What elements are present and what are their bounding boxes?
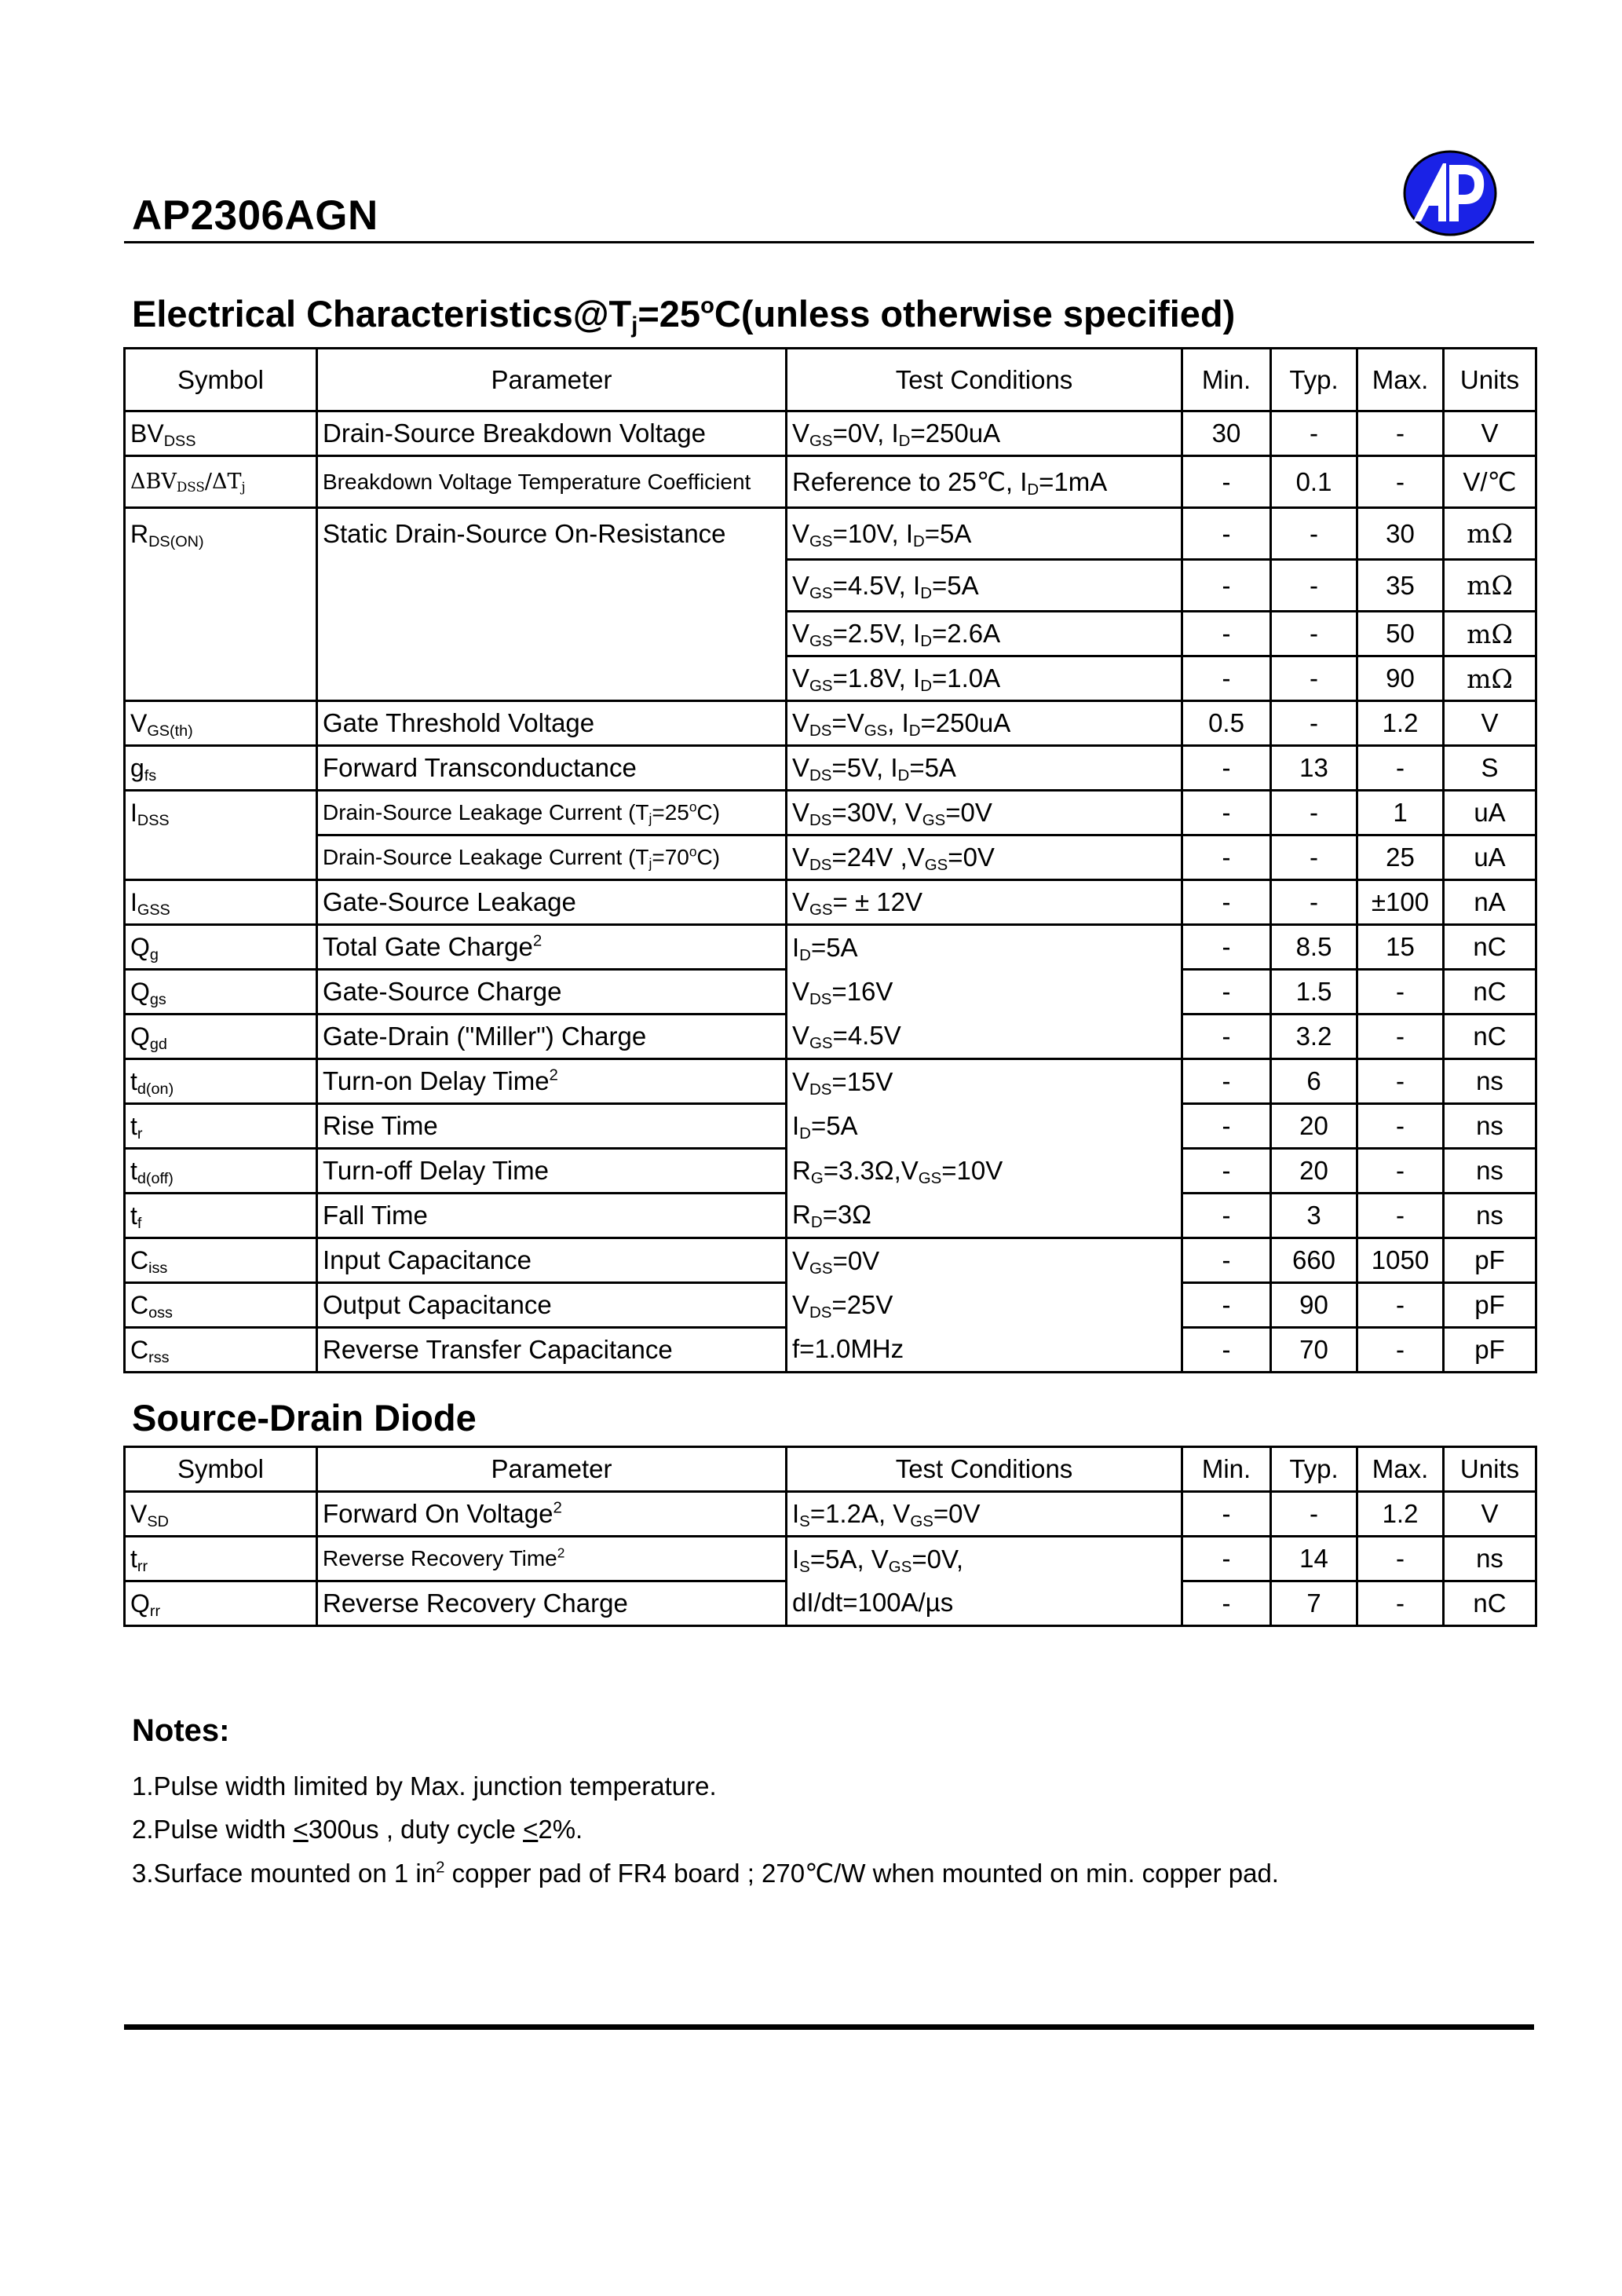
parameter-cell: Gate Threshold Voltage	[317, 701, 787, 746]
typ-cell: 13	[1271, 746, 1357, 791]
symbol-cell: $I_{GSS}$	[125, 880, 317, 925]
max-cell: 50	[1357, 612, 1444, 656]
typ-cell: -	[1271, 560, 1357, 612]
parameter-cell	[317, 656, 787, 701]
table-row	[125, 701, 1536, 746]
condition-cell: $R_G=3.3\Omega,V_{GS}=10V$	[787, 1149, 1182, 1194]
table-row	[125, 1283, 1536, 1328]
symbol-cell: $V_{GS(th)}$	[125, 701, 317, 746]
parameter-cell: Fall Time	[317, 1194, 787, 1238]
max-cell: -	[1357, 1104, 1444, 1149]
condition-cell: f=1.0MHz	[787, 1328, 1182, 1373]
part-number: AP2306AGN	[132, 192, 378, 239]
table-row	[125, 456, 1536, 508]
table-row	[125, 656, 1536, 701]
condition-cell: $I_D=5A$	[787, 1104, 1182, 1149]
unit-cell: nC	[1444, 1015, 1536, 1059]
min-cell: -	[1182, 746, 1271, 791]
condition-cell: $V_{GS}=0V$	[787, 1238, 1182, 1283]
min-cell: -	[1182, 1104, 1271, 1149]
table-row	[125, 1104, 1536, 1149]
symbol-cell: $Q_{gd}$	[125, 1015, 317, 1059]
min-cell: -	[1182, 880, 1271, 925]
max-cell: -	[1357, 411, 1444, 456]
parameter-cell	[317, 612, 787, 656]
symbol-cell	[125, 835, 317, 880]
note-2: 2.Pulse width <300us , duty cycle <2%.	[132, 1815, 583, 1844]
min-cell: -	[1182, 970, 1271, 1015]
parameter-cell: Drain-Source Breakdown Voltage	[317, 411, 787, 456]
unit-cell: nA	[1444, 880, 1536, 925]
electrical-characteristics-title: Electrical $Characteristics@T_j=25^oC(unless$ otherwise specified)	[132, 293, 1236, 338]
typ-cell: 6	[1271, 1059, 1357, 1104]
max-cell: -	[1357, 1015, 1444, 1059]
max-cell: -	[1357, 1149, 1444, 1194]
max-cell: ±100	[1357, 880, 1444, 925]
table-row	[125, 880, 1536, 925]
condition-cell: $V_{DS}=16V$	[787, 970, 1182, 1015]
unit-cell: pF	[1444, 1283, 1536, 1328]
electrical-characteristics-table	[123, 347, 1537, 1373]
unit-cell: mΩ	[1444, 508, 1536, 560]
table-row	[125, 1537, 1536, 1581]
col-test-conditions: Test Conditions	[787, 349, 1182, 411]
symbol-cell: $Q_{rr}$	[125, 1581, 317, 1626]
table-row	[125, 1149, 1536, 1194]
col-min: Min.	[1182, 1447, 1271, 1492]
unit-cell: nC	[1444, 970, 1536, 1015]
max-cell: -	[1357, 1059, 1444, 1104]
min-cell: -	[1182, 1581, 1271, 1626]
condition-cell: $V_{DS}=15V$	[787, 1059, 1182, 1104]
col-parameter: Parameter	[317, 1447, 787, 1492]
col-max: Max.	[1357, 349, 1444, 411]
table-row	[125, 508, 1536, 560]
unit-cell: V/℃	[1444, 456, 1536, 508]
min-cell: -	[1182, 508, 1271, 560]
parameter-cell: Turn-off Delay Time	[317, 1149, 787, 1194]
table-row	[125, 1238, 1536, 1283]
parameter-cell: Drain-Source Leakage Current $(T_j=70^oC)$	[317, 835, 787, 880]
typ-cell: 14	[1271, 1537, 1357, 1581]
col-symbol: Symbol	[125, 1447, 317, 1492]
parameter-cell: Input Capacitance	[317, 1238, 787, 1283]
condition-cell: $R_D=3\Omega$	[787, 1194, 1182, 1238]
typ-cell: 3	[1271, 1194, 1357, 1238]
parameter-cell: Output Capacitance	[317, 1283, 787, 1328]
min-cell: -	[1182, 1238, 1271, 1283]
unit-cell: ns	[1444, 1537, 1536, 1581]
condition-cell: $V_{DS}=25V$	[787, 1283, 1182, 1328]
symbol-cell	[125, 656, 317, 701]
unit-cell: S	[1444, 746, 1536, 791]
typ-cell: -	[1271, 656, 1357, 701]
unit-cell: ns	[1444, 1104, 1536, 1149]
symbol-cell	[125, 612, 317, 656]
min-cell: -	[1182, 1194, 1271, 1238]
condition-cell: $I_S=5A$, $V_{GS}=0V$,	[787, 1537, 1182, 1581]
condition-cell: $I_S=1.2A$, $V_{GS}=0V$	[787, 1492, 1182, 1537]
parameter-cell	[317, 560, 787, 612]
table-row	[125, 1015, 1536, 1059]
max-cell: 25	[1357, 835, 1444, 880]
col-typ: Typ.	[1271, 1447, 1357, 1492]
max-cell: -	[1357, 1194, 1444, 1238]
typ-cell: 3.2	[1271, 1015, 1357, 1059]
min-cell: -	[1182, 791, 1271, 835]
max-cell: -	[1357, 970, 1444, 1015]
col-parameter: Parameter	[317, 349, 787, 411]
condition-cell: Reference to 25℃, $I_D=1mA$	[787, 456, 1182, 508]
condition-cell: $I_D=5A$	[787, 925, 1182, 970]
unit-cell: V	[1444, 411, 1536, 456]
max-cell: 90	[1357, 656, 1444, 701]
max-cell: 15	[1357, 925, 1444, 970]
table-header-row	[125, 1447, 1536, 1492]
col-test-conditions: Test Conditions	[787, 1447, 1182, 1492]
symbol-cell: $g_{fs}$	[125, 746, 317, 791]
unit-cell: uA	[1444, 835, 1536, 880]
col-symbol: Symbol	[125, 349, 317, 411]
parameter-cell: Forward Transconductance	[317, 746, 787, 791]
typ-cell: 1.5	[1271, 970, 1357, 1015]
min-cell: -	[1182, 1059, 1271, 1104]
typ-cell: -	[1271, 1492, 1357, 1537]
condition-cell: $V_{DS}=24V$ $,V_{GS}=0V$	[787, 835, 1182, 880]
typ-cell: 20	[1271, 1149, 1357, 1194]
symbol-cell: $\Delta BV_{DSS}/\Delta T_j$	[125, 456, 317, 508]
typ-cell: -	[1271, 880, 1357, 925]
max-cell: 1.2	[1357, 701, 1444, 746]
symbol-cell	[125, 560, 317, 612]
min-cell: -	[1182, 1283, 1271, 1328]
unit-cell: mΩ	[1444, 560, 1536, 612]
min-cell: -	[1182, 560, 1271, 612]
max-cell: 1	[1357, 791, 1444, 835]
min-cell: -	[1182, 925, 1271, 970]
condition-cell: $V_{GS}=2.5V$, $I_D=2.6A$	[787, 612, 1182, 656]
parameter-cell: Gate-Source Leakage	[317, 880, 787, 925]
typ-cell: 20	[1271, 1104, 1357, 1149]
typ-cell: -	[1271, 791, 1357, 835]
table-row	[125, 746, 1536, 791]
table-row	[125, 1581, 1536, 1626]
typ-cell: -	[1271, 508, 1357, 560]
min-cell: 30	[1182, 411, 1271, 456]
col-min: Min.	[1182, 349, 1271, 411]
table-row	[125, 1194, 1536, 1238]
symbol-cell: $C_{rss}$	[125, 1328, 317, 1373]
typ-cell: 7	[1271, 1581, 1357, 1626]
min-cell: -	[1182, 1015, 1271, 1059]
parameter-cell: Reverse Recovery Time$^2$	[317, 1537, 787, 1581]
parameter-cell: Turn-on Delay Time$^2$	[317, 1059, 787, 1104]
table-row	[125, 560, 1536, 612]
parameter-cell: Reverse Transfer Capacitance	[317, 1328, 787, 1373]
unit-cell: V	[1444, 1492, 1536, 1537]
symbol-cell: $t_{rr}$	[125, 1537, 317, 1581]
typ-cell: -	[1271, 835, 1357, 880]
parameter-cell: Total Gate Charge$^2$	[317, 925, 787, 970]
min-cell: -	[1182, 456, 1271, 508]
parameter-cell: Breakdown Voltage Temperature Coefficient	[317, 456, 787, 508]
symbol-cell: $V_{SD}$	[125, 1492, 317, 1537]
symbol-cell: $t_{d(off)}$	[125, 1149, 317, 1194]
max-cell: 30	[1357, 508, 1444, 560]
header-rule	[124, 241, 1534, 243]
symbol-cell: $BV_{DSS}$	[125, 411, 317, 456]
max-cell: 35	[1357, 560, 1444, 612]
condition-cell: $V_{GS}=10V$, $I_D=5A$	[787, 508, 1182, 560]
note-3: 3.Surface mounted on 1 $in^2$ copper pad of FR4 board ; 270℃/W when mounted on min. copper pad.	[132, 1858, 1279, 1888]
max-cell: -	[1357, 1328, 1444, 1373]
typ-cell: 0.1	[1271, 456, 1357, 508]
max-cell: -	[1357, 1537, 1444, 1581]
parameter-cell: Static Drain-Source On-Resistance	[317, 508, 787, 560]
condition-cell: $V_{GS}= \pm 12V$	[787, 880, 1182, 925]
symbol-cell: $C_{oss}$	[125, 1283, 317, 1328]
unit-cell: nC	[1444, 925, 1536, 970]
max-cell: 1050	[1357, 1238, 1444, 1283]
unit-cell: mΩ	[1444, 612, 1536, 656]
table-row	[125, 1059, 1536, 1104]
parameter-cell: Drain-Source Leakage Current $(T_j=25^oC)$	[317, 791, 787, 835]
unit-cell: pF	[1444, 1328, 1536, 1373]
max-cell: -	[1357, 456, 1444, 508]
symbol-cell: $t_{d(on)}$	[125, 1059, 317, 1104]
parameter-cell: Forward On Voltage$^2$	[317, 1492, 787, 1537]
max-cell: -	[1357, 1283, 1444, 1328]
condition-cell: $V_{GS}=0V$, $I_D=250uA$	[787, 411, 1182, 456]
table-row	[125, 970, 1536, 1015]
min-cell: 0.5	[1182, 701, 1271, 746]
unit-cell: V	[1444, 701, 1536, 746]
col-typ: Typ.	[1271, 349, 1357, 411]
unit-cell: uA	[1444, 791, 1536, 835]
max-cell: 1.2	[1357, 1492, 1444, 1537]
parameter-cell: Reverse Recovery Charge	[317, 1581, 787, 1626]
notes-title: Notes:	[132, 1713, 230, 1748]
symbol-cell: $Q_g$	[125, 925, 317, 970]
col-max: Max.	[1357, 1447, 1444, 1492]
symbol-cell: $I_{DSS}$	[125, 791, 317, 835]
symbol-cell: $R_{DS(ON)}$	[125, 508, 317, 560]
unit-cell: ns	[1444, 1194, 1536, 1238]
table-row	[125, 791, 1536, 835]
condition-cell: $V_{DS}=5V$, $I_D=5A$	[787, 746, 1182, 791]
symbol-cell: $C_{iss}$	[125, 1238, 317, 1283]
condition-cell: $V_{DS}=30V$, $V_{GS}=0V$	[787, 791, 1182, 835]
parameter-cell: Gate-Source Charge	[317, 970, 787, 1015]
ap-logo	[1402, 149, 1498, 237]
condition-cell: $V_{DS}=V_{GS}$, $I_D=250uA$	[787, 701, 1182, 746]
min-cell: -	[1182, 1492, 1271, 1537]
parameter-cell: Rise Time	[317, 1104, 787, 1149]
unit-cell: ns	[1444, 1059, 1536, 1104]
condition-cell: $V_{GS}=4.5V$, $I_D=5A$	[787, 560, 1182, 612]
max-cell: -	[1357, 1581, 1444, 1626]
typ-cell: -	[1271, 411, 1357, 456]
max-cell: -	[1357, 746, 1444, 791]
parameter-cell: Gate-Drain ("Miller") Charge	[317, 1015, 787, 1059]
table-row	[125, 925, 1536, 970]
note-1: 1.Pulse width limited by Max. junction temperature.	[132, 1771, 717, 1801]
min-cell: -	[1182, 835, 1271, 880]
table-row	[125, 835, 1536, 880]
table-row	[125, 1492, 1536, 1537]
typ-cell: 8.5	[1271, 925, 1357, 970]
source-drain-diode-table	[123, 1446, 1537, 1627]
unit-cell: mΩ	[1444, 656, 1536, 701]
source-drain-diode-title: Source-Drain Diode	[132, 1397, 477, 1439]
typ-cell: 90	[1271, 1283, 1357, 1328]
footer-rule	[124, 2024, 1534, 2030]
typ-cell: 70	[1271, 1328, 1357, 1373]
condition-cell: $V_{GS}=4.5V$	[787, 1015, 1182, 1059]
typ-cell: 660	[1271, 1238, 1357, 1283]
unit-cell: ns	[1444, 1149, 1536, 1194]
symbol-cell: $t_r$	[125, 1104, 317, 1149]
condition-cell: dI/dt=100A/µs	[787, 1581, 1182, 1626]
col-units: Units	[1444, 1447, 1536, 1492]
min-cell: -	[1182, 612, 1271, 656]
typ-cell: -	[1271, 612, 1357, 656]
symbol-cell: $Q_{gs}$	[125, 970, 317, 1015]
col-units: Units	[1444, 349, 1536, 411]
min-cell: -	[1182, 1149, 1271, 1194]
min-cell: -	[1182, 1537, 1271, 1581]
typ-cell: -	[1271, 701, 1357, 746]
condition-cell: $V_{GS}=1.8V$, $I_D=1.0A$	[787, 656, 1182, 701]
min-cell: -	[1182, 656, 1271, 701]
min-cell: -	[1182, 1328, 1271, 1373]
table-row	[125, 1328, 1536, 1373]
table-header-row	[125, 349, 1536, 411]
symbol-cell: $t_f$	[125, 1194, 317, 1238]
table-row	[125, 612, 1536, 656]
table-row	[125, 411, 1536, 456]
unit-cell: nC	[1444, 1581, 1536, 1626]
unit-cell: pF	[1444, 1238, 1536, 1283]
